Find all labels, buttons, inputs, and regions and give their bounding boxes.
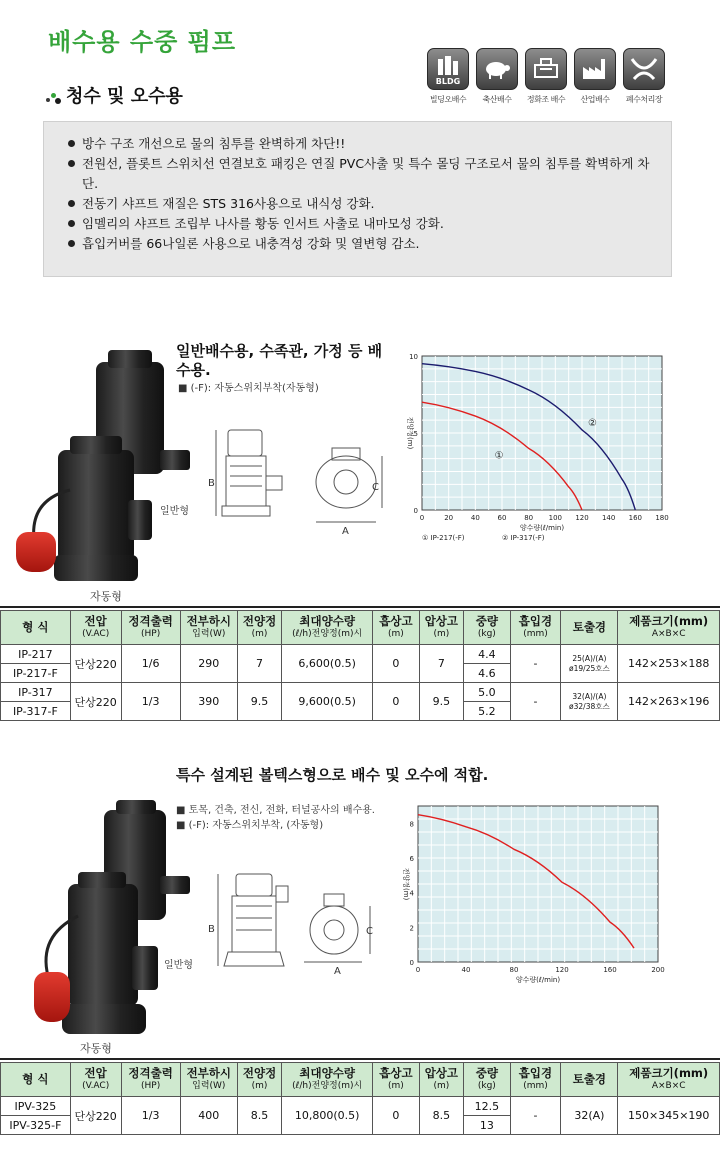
section2-note-2: ■ (-F): 자동스위치부착, (자동형) bbox=[176, 820, 324, 831]
features-list bbox=[66, 134, 662, 254]
page-title: 배수용 수중 펌프 bbox=[48, 28, 236, 56]
header-suction-lift: 흡상고 (m) bbox=[373, 1063, 420, 1097]
voltage-cell: 단상220 bbox=[70, 1097, 121, 1135]
hp-cell: 1/3 bbox=[121, 1097, 180, 1135]
header-pressure-lift: 압상고 (m) bbox=[419, 1063, 463, 1097]
building-badge: BLDG bbox=[435, 77, 461, 86]
x-tick-label: 160 bbox=[628, 514, 643, 522]
header-flow: 최대양수량 (ℓ/h)전양정(m)시 bbox=[282, 611, 373, 645]
flow-cell: 6,600(0.5) bbox=[282, 645, 373, 683]
section2-headline: 특수 설계된 볼텍스형으로 배수 및 오수에 적합. bbox=[176, 766, 489, 784]
x-tick-label: 0 bbox=[419, 514, 425, 522]
legend-entry: ② IP-317(-F) bbox=[502, 534, 545, 542]
model-cell: IP-217-F bbox=[1, 664, 71, 683]
header-model: 형 식 bbox=[1, 1063, 71, 1097]
x-tick-label: 100 bbox=[548, 514, 563, 522]
weight-cell: 5.0 bbox=[464, 683, 511, 702]
x-tick-label: 160 bbox=[603, 966, 617, 974]
building-icon bbox=[427, 48, 469, 90]
section-subtitle: 청수 및 오수용 bbox=[66, 86, 183, 107]
legend-entry: ① IP-217(-F) bbox=[422, 534, 465, 542]
weight-cell: 13 bbox=[464, 1116, 511, 1135]
weight-cell: 4.4 bbox=[464, 645, 511, 664]
input-cell: 390 bbox=[180, 683, 237, 721]
table-header-row bbox=[1, 611, 720, 645]
dimension-c-label: C bbox=[366, 926, 373, 937]
header-inlet: 흡입경 (mm) bbox=[510, 611, 561, 645]
weight-cell: 4.6 bbox=[464, 664, 511, 683]
y-tick-label: 0 bbox=[409, 959, 414, 967]
header-size: 제품크기(mm) A×B×C bbox=[618, 611, 720, 645]
table-row bbox=[1, 683, 720, 702]
model-cell: IPV-325 bbox=[1, 1097, 71, 1116]
x-tick-label: 40 bbox=[461, 966, 471, 974]
icon-label: 정화조 배수 bbox=[526, 95, 566, 104]
y-tick-label: 4 bbox=[409, 889, 414, 898]
weight-cell: 5.2 bbox=[464, 702, 511, 721]
voltage-cell: 단상220 bbox=[70, 645, 121, 683]
model-cell: IP-317 bbox=[1, 683, 71, 702]
outlet-cell: 25(A)/(A) ø19/25호스 bbox=[561, 645, 618, 683]
dimension-b-label: B bbox=[208, 924, 215, 935]
voltage-cell: 단상220 bbox=[70, 683, 121, 721]
model-cell: IPV-325-F bbox=[1, 1116, 71, 1135]
feature-item: 임멜리의 샤프트 조립부 나사를 황동 인서트 사출로 내마모성 강화. bbox=[66, 214, 662, 234]
table-header-row bbox=[1, 1063, 720, 1097]
performance-chart-ip bbox=[396, 346, 684, 546]
flow-cell: 10,800(0.5) bbox=[282, 1097, 373, 1135]
head-cell: 9.5 bbox=[237, 683, 281, 721]
header-weight: 중량 (kg) bbox=[464, 611, 511, 645]
x-tick-label: 200 bbox=[651, 966, 665, 974]
performance-chart-ipv bbox=[392, 800, 688, 990]
table-row bbox=[1, 645, 720, 664]
septic-tank-icon bbox=[525, 48, 567, 90]
flow-cell: 9,600(0.5) bbox=[282, 683, 373, 721]
header-weight: 중량 (kg) bbox=[464, 1063, 511, 1097]
header-hp: 정격출력 (HP) bbox=[121, 611, 180, 645]
icon-item-septic bbox=[522, 48, 570, 105]
input-cell: 400 bbox=[180, 1097, 237, 1135]
y-tick-label: 5 bbox=[413, 430, 418, 438]
inlet-cell: - bbox=[510, 1097, 561, 1135]
feature-item: 전동기 샤프트 재질은 STS 316사용으로 내식성 강화. bbox=[66, 194, 662, 214]
header-pressure-lift: 압상고 (m) bbox=[419, 611, 463, 645]
pig-icon bbox=[476, 48, 518, 90]
feature-item: 방수 구조 개선으로 물의 침투를 완벽하게 차단!! bbox=[66, 134, 662, 154]
dimension-drawing-ipv bbox=[206, 866, 390, 986]
hp-cell: 1/6 bbox=[121, 645, 180, 683]
header-size: 제품크기(mm) A×B×C bbox=[618, 1063, 720, 1097]
dimension-c-label: C bbox=[372, 482, 379, 493]
application-icons bbox=[424, 48, 670, 108]
pressure-lift-cell: 9.5 bbox=[419, 683, 463, 721]
bullet-dots-icon bbox=[46, 90, 62, 104]
inlet-cell: - bbox=[510, 683, 561, 721]
pressure-lift-cell: 8.5 bbox=[419, 1097, 463, 1135]
header-inlet: 흡입경 (mm) bbox=[510, 1063, 561, 1097]
size-cell: 142×263×196 bbox=[618, 683, 720, 721]
features-box bbox=[43, 121, 672, 277]
dimension-a-label: A bbox=[342, 526, 349, 537]
dimension-drawing-ip bbox=[200, 420, 390, 540]
x-tick-label: 140 bbox=[601, 514, 616, 522]
section1-headline: 일반배수용, 수족관, 가정 등 배수용. bbox=[176, 342, 383, 379]
icon-label: 축산배수 bbox=[482, 95, 512, 104]
divider-line bbox=[0, 1058, 720, 1060]
x-axis-label: 양수량(ℓ/min) bbox=[519, 524, 565, 532]
series-label: ① bbox=[494, 450, 504, 462]
divider-line bbox=[0, 606, 720, 608]
suction-lift-cell: 0 bbox=[373, 683, 420, 721]
label-general-type: 일반형 bbox=[160, 506, 189, 517]
header-head: 전양정 (m) bbox=[237, 611, 281, 645]
icon-item-wastewater bbox=[620, 48, 668, 105]
header-suction-lift: 흡상고 (m) bbox=[373, 611, 420, 645]
x-tick-label: 0 bbox=[415, 966, 421, 974]
wastewater-icon bbox=[623, 48, 665, 90]
header-voltage: 전압 (V.AC) bbox=[70, 611, 121, 645]
y-tick-label: 10 bbox=[409, 353, 418, 361]
header-model: 형 식 bbox=[1, 611, 71, 645]
x-tick-label: 20 bbox=[444, 514, 454, 522]
x-tick-label: 60 bbox=[497, 514, 507, 522]
inlet-cell: - bbox=[510, 645, 561, 683]
icon-label: 폐수처리장 bbox=[625, 95, 663, 104]
feature-item: 흡입커버를 66나일론 사용으로 내충격성 강화 및 열변형 감소. bbox=[66, 234, 662, 254]
x-tick-label: 40 bbox=[470, 514, 480, 522]
icon-item-pig bbox=[473, 48, 521, 105]
outlet-cell: 32(A)/(A) ø32/38호스 bbox=[561, 683, 618, 721]
y-axis-label: 전양정(m) bbox=[402, 867, 410, 901]
header-head: 전양정 (m) bbox=[237, 1063, 281, 1097]
header-flow: 최대양수량 (ℓ/h)전양정(m)시 bbox=[282, 1063, 373, 1097]
head-cell: 7 bbox=[237, 645, 281, 683]
x-tick-label: 180 bbox=[655, 514, 669, 522]
section2-note-1: ■ 토목, 건축, 전신, 전화, 터널공사의 배수용. bbox=[176, 805, 375, 816]
y-tick-label: 0 bbox=[413, 507, 418, 515]
head-cell: 8.5 bbox=[237, 1097, 281, 1135]
y-tick-label: 6 bbox=[409, 855, 414, 863]
x-tick-label: 120 bbox=[555, 966, 569, 974]
y-tick-label: 2 bbox=[409, 924, 414, 933]
suction-lift-cell: 0 bbox=[373, 1097, 420, 1135]
pump-photo-ipv bbox=[28, 796, 198, 1066]
header-voltage: 전압 (V.AC) bbox=[70, 1063, 121, 1097]
section1-note: ■ (-F): 자동스위치부착(자동형) bbox=[178, 383, 319, 394]
icon-label: 산업배수 bbox=[580, 95, 610, 104]
dimension-a-label: A bbox=[334, 966, 341, 977]
hp-cell: 1/3 bbox=[121, 683, 180, 721]
x-tick-label: 80 bbox=[524, 514, 534, 522]
feature-item: 전원선, 플롯트 스위치선 연결보호 패킹은 연질 PVC사출 및 특수 몰딩 구조로서 물의 침투를 확벽하게 차단. bbox=[66, 154, 662, 194]
header-input: 전부하시 입력(W) bbox=[180, 611, 237, 645]
header-hp: 정격출력 (HP) bbox=[121, 1063, 180, 1097]
suction-lift-cell: 0 bbox=[373, 645, 420, 683]
factory-icon bbox=[574, 48, 616, 90]
spec-table-ipv bbox=[0, 1062, 720, 1135]
icon-item-factory bbox=[571, 48, 619, 105]
model-cell: IP-317-F bbox=[1, 702, 71, 721]
size-cell: 150×345×190 bbox=[618, 1097, 720, 1135]
input-cell: 290 bbox=[180, 645, 237, 683]
weight-cell: 12.5 bbox=[464, 1097, 511, 1116]
outlet-cell: 32(A) bbox=[561, 1097, 618, 1135]
label-auto-type: 자동형 bbox=[90, 590, 122, 603]
pump-photo-ip bbox=[10, 340, 200, 600]
icon-item-building bbox=[424, 48, 472, 105]
model-cell: IP-217 bbox=[1, 645, 71, 664]
y-axis-label: 전양정(m) bbox=[406, 416, 414, 450]
size-cell: 142×253×188 bbox=[618, 645, 720, 683]
icon-label: 빌딩오배수 bbox=[429, 95, 467, 104]
pressure-lift-cell: 7 bbox=[419, 645, 463, 683]
x-axis-label: 양수량(ℓ/min) bbox=[515, 976, 561, 984]
label-general-type: 일반형 bbox=[164, 960, 193, 971]
dimension-b-label: B bbox=[208, 478, 215, 489]
y-tick-label: 8 bbox=[409, 820, 414, 829]
x-tick-label: 120 bbox=[575, 514, 589, 522]
table-row bbox=[1, 1097, 720, 1116]
header-input: 전부하시 입력(W) bbox=[180, 1063, 237, 1097]
label-auto-type: 자동형 bbox=[80, 1042, 112, 1055]
series-label: ② bbox=[588, 417, 597, 429]
header-outlet: 토출경 bbox=[561, 1063, 618, 1097]
header-outlet: 토출경 bbox=[561, 611, 618, 645]
spec-table-ip bbox=[0, 610, 720, 721]
x-tick-label: 80 bbox=[509, 966, 519, 974]
